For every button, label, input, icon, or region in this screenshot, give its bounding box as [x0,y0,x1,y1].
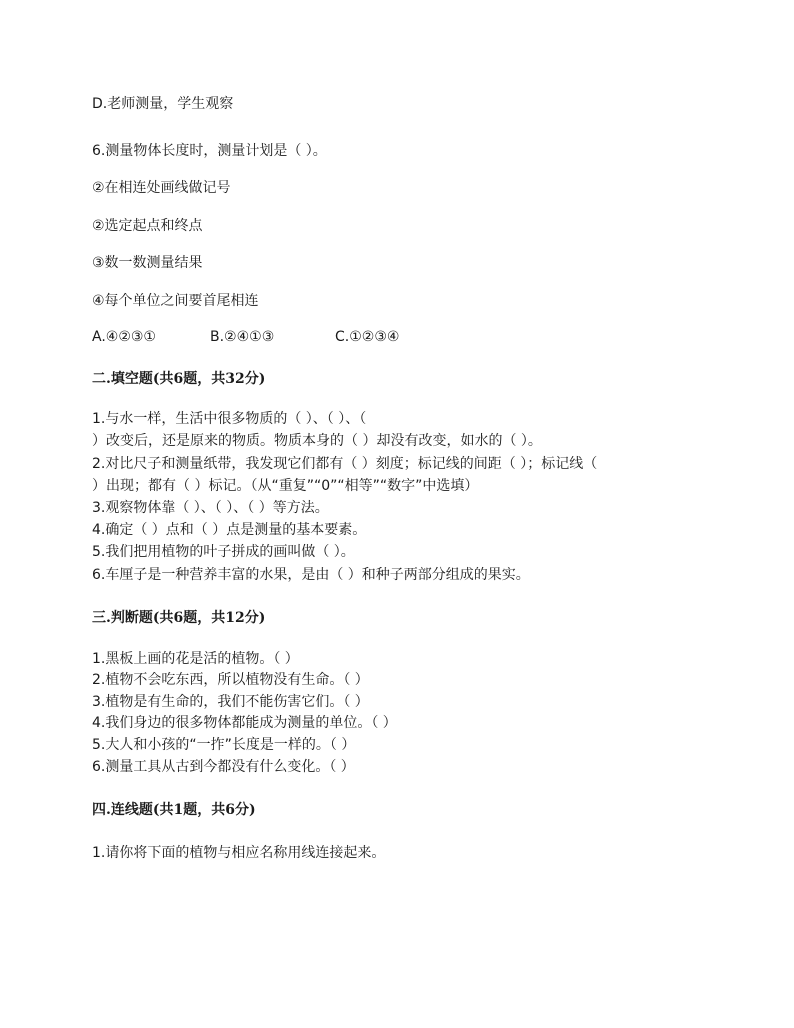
question-5-option-d: D.老师测量，学生观察 [92,96,234,112]
fill-blank-line: 4.确定（ ）点和（ ）点是测量的基本要素。 [92,522,367,538]
option-a: A.④②③① [92,329,156,345]
question-6-step: ②在相连处画线做记号 [92,180,231,196]
section-2-heading: 二.填空题(共6题，共32分) [92,371,266,387]
option-c: C.①②③④ [335,329,400,345]
section-4-heading: 四.连线题(共1题，共6分) [92,802,256,818]
matching-question: 1.请你将下面的植物与相应名称用线连接起来。 [92,845,386,861]
fill-blank-line: ）出现；都有（ ）标记。（从“重复”“0”“相等”“数字”中选填） [92,478,479,494]
true-false-line: 2.植物不会吃东西，所以植物没有生命。（ ） [92,672,369,688]
question-6-options [92,328,399,346]
fill-blank-line: 3.观察物体靠（ ）、（ ）、（ ）等方法。 [92,500,329,516]
question-6-step: ④每个单位之间要首尾相连 [92,293,259,309]
true-false-line: 1.黑板上画的花是活的植物。（ ） [92,651,299,667]
question-6-stem: 6.测量物体长度时，测量计划是（ ）。 [92,143,327,159]
true-false-line: 6.测量工具从古到今都没有什么变化。（ ） [92,759,355,775]
true-false-line: 5.大人和小孩的“一拃”长度是一样的。（ ） [92,737,356,753]
option-b: B.②④①③ [210,329,275,345]
fill-blank-line: 6.车厘子是一种营养丰富的水果，是由（ ）和种子两部分组成的果实。 [92,567,530,583]
fill-blank-line: 2.对比尺子和测量纸带，我发现它们都有（ ）刻度；标记线的间距（ ）；标记线（ [92,456,598,472]
true-false-line: 4.我们身边的很多物体都能成为测量的单位。（ ） [92,715,397,731]
fill-blank-line: 1.与水一样，生活中很多物质的（ ）、（ ）、（ [92,411,367,427]
fill-blank-line: 5.我们把用植物的叶子拼成的画叫做（ ）。 [92,544,355,560]
question-6-step: ③数一数测量结果 [92,255,203,271]
fill-blank-line: ）改变后，还是原来的物质。物质本身的（ ）却没有改变，如水的（ ）。 [92,433,542,449]
question-6-step: ②选定起点和终点 [92,218,203,234]
true-false-line: 3.植物是有生命的，我们不能伤害它们。（ ） [92,694,369,710]
section-3-heading: 三.判断题(共6题，共12分) [92,610,266,626]
